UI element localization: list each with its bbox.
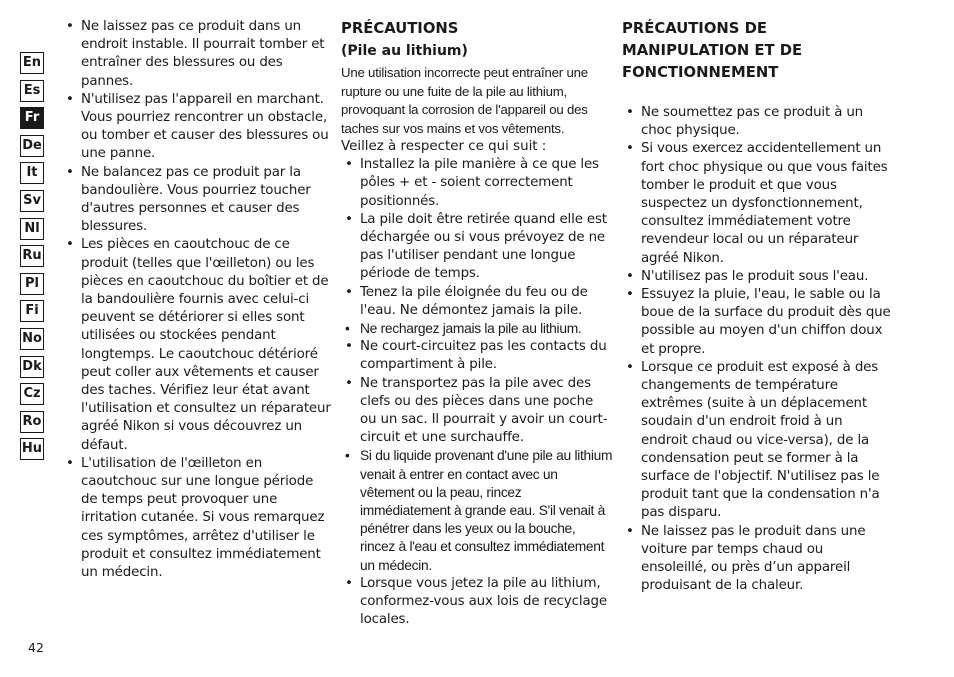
lang-tab-ro[interactable]: Ro xyxy=(20,411,44,433)
lang-tab-sv[interactable]: Sv xyxy=(20,190,44,212)
language-tabs xyxy=(20,52,44,466)
lang-tab-cz[interactable]: Cz xyxy=(20,383,44,405)
list-item: • Installez la pile manière à ce que les pôles + et - soient correctement positionnés. xyxy=(341,156,613,211)
list-item: • Les pièces en caoutchouc de ce produit (telles que l'œilleton) ou les pièces en caoutchouc du boîtier et de la bandoulière fournis avec celui-ci peuvent se détériorer si elles sont utilisées ou stockées pendant longtemps. Le caoutchouc détérioré peut coller aux vêtements et causer des taches. Vérifiez leur état avant l'utilisation et consultez un réparateur agréé Nikon si vous découvrez un défaut. xyxy=(62,236,332,454)
list-item: • Ne transportez pas la pile avec des clefs ou des pièces dans une poche ou un sac. Il pourrait y avoir un court-circuit et une surchauffe. xyxy=(341,375,613,448)
lang-tab-ru[interactable]: Ru xyxy=(20,245,44,267)
lang-tab-pl[interactable]: Pl xyxy=(20,273,44,295)
list-item: • N'utilisez pas le produit sous l'eau. xyxy=(622,268,892,286)
list-item: • Lorsque vous jetez la pile au lithium, conformez-vous aux lois de recyclage locales. xyxy=(341,575,613,630)
list-item: • Ne soumettez pas ce produit à un choc physique. xyxy=(622,104,892,140)
list-item: • Essuyez la pluie, l'eau, le sable ou la boue de la surface du produit dès que possible au moyen d'un chiffon doux et propre. xyxy=(622,286,892,359)
list-item: • Ne court-circuitez pas les contacts du compartiment à pile. xyxy=(341,338,613,374)
section-subheading: (Pile au lithium) xyxy=(341,43,468,59)
list-item: • Si vous exercez accidentellement un fort choc physique ou que vous faites tomber le produit et que vous suspectez un dysfonctionnement, consultez immédiatement votre revendeur local ou un réparateur agréé Nikon. xyxy=(622,140,892,267)
list-item: • Ne balancez pas ce produit par la bandoulière. Vous pourriez toucher d'autres personnes et causer des blessures. xyxy=(62,164,332,237)
list-item: • Lorsque ce produit est exposé à des changements de température extrêmes (suite à un déplacement soudain d'un endroit froid à un endroit chaud ou vice-versa), de la condensation peut se former à la surface de l'objectif. N'utilisez pas le produit tant que la condensation n'a pas disparu. xyxy=(622,359,892,523)
list-item: • Ne laissez pas ce produit dans un endroit instable. Il pourrait tomber et entraîner des blessures ou des pannes. xyxy=(62,18,332,91)
warning-list xyxy=(62,18,332,582)
column-general-warnings xyxy=(62,18,332,582)
lang-tab-fr[interactable]: Fr xyxy=(20,107,44,129)
list-item: • Ne laissez pas le produit dans une voiture par temps chaud ou ensoleillé, ou près d’un appareil produisant de la chaleur. xyxy=(622,523,892,596)
section-heading: PRÉCAUTIONS xyxy=(341,20,459,37)
lang-tab-es[interactable]: Es xyxy=(20,80,44,102)
precaution-list xyxy=(341,156,613,629)
list-item: • Tenez la pile éloignée du feu ou de l'eau. Ne démontez jamais la pile. xyxy=(341,284,613,320)
lang-tab-it[interactable]: It xyxy=(20,162,44,184)
list-item: • L'utilisation de l'œilleton en caoutchouc sur une longue période de temps peut provoquer une irritation cutanée. Si vous remarquez ces symptômes, arrêtez d'utiliser le produit et consultez immédiatement un médecin. xyxy=(62,455,332,582)
column-lithium-precautions xyxy=(341,18,613,629)
section-intro-instruction: Veillez à respecter ce qui suit : xyxy=(341,139,547,154)
lang-tab-hu[interactable]: Hu xyxy=(20,438,44,460)
list-item: • La pile doit être retirée quand elle est déchargée ou si vous prévoyez de ne pas l'utiliser pendant une longue période de temps. xyxy=(341,211,613,284)
column-handling-precautions xyxy=(622,18,892,595)
list-item: • Ne rechargez jamais la pile au lithium. xyxy=(341,320,613,338)
list-item: • N'utilisez pas l'appareil en marchant. Vous pourriez rencontrer un obstacle, ou tomber et causer des blessures ou une panne. xyxy=(62,91,332,164)
lang-tab-fi[interactable]: Fi xyxy=(20,300,44,322)
page-number: 42 xyxy=(28,640,44,655)
handling-list xyxy=(622,104,892,595)
section-intro: Une utilisation incorrecte peut entraîner une rupture ou une fuite de la pile au lithium, provoquant la corrosion de l'appareil ou des taches sur vos mains et vos vêtements. xyxy=(341,65,588,136)
lang-tab-nl[interactable]: Nl xyxy=(20,218,44,240)
lang-tab-en[interactable]: En xyxy=(20,52,44,74)
lang-tab-de[interactable]: De xyxy=(20,135,44,157)
list-item: • Si du liquide provenant d'une pile au lithium venait à entrer en contact avec un vêtement ou la peau, rincez immédiatement à grande eau. S'il venait à pénétrer dans les yeux ou la bouche, rincez à l'eau et consultez immédiatement un médecin. xyxy=(341,447,613,574)
lang-tab-dk[interactable]: Dk xyxy=(20,356,44,378)
section-heading: PRÉCAUTIONS DE MANIPULATION ET DE FONCTIONNEMENT xyxy=(622,20,803,81)
lang-tab-no[interactable]: No xyxy=(20,328,44,350)
